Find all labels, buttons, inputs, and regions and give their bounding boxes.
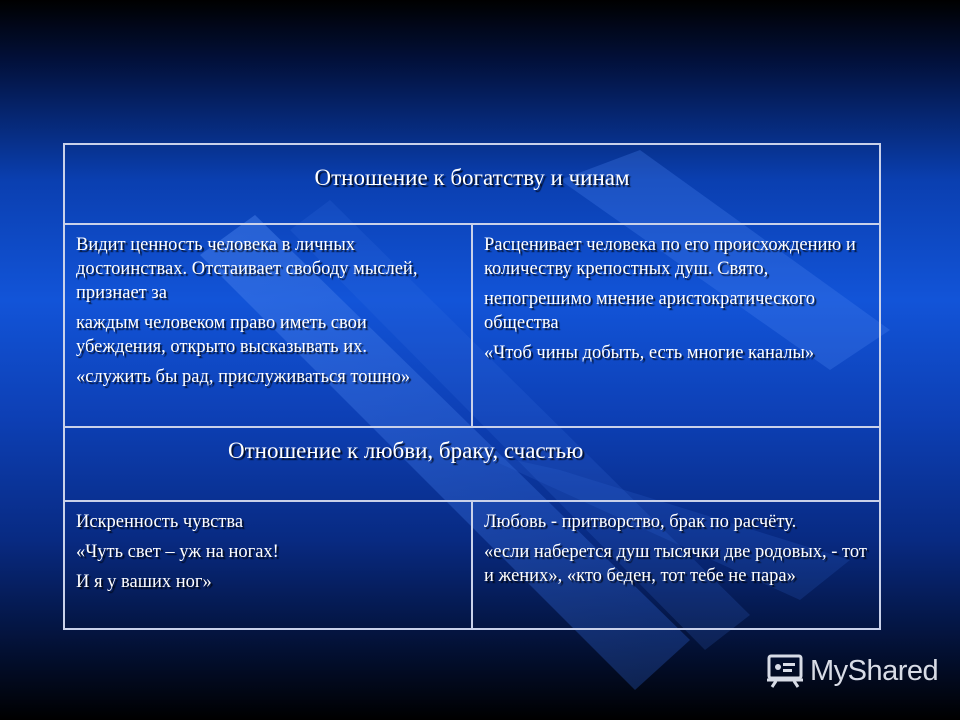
comparison-table — [63, 143, 881, 630]
section-heading-love — [64, 427, 880, 501]
cell-paragraph: Искренность чувства — [76, 512, 244, 532]
section-heading-wealth — [64, 144, 880, 224]
watermark-text: MyShared — [810, 654, 939, 687]
watermark — [766, 654, 938, 688]
cell-quote: «Чтоб чины добыть, есть многие каналы» — [484, 343, 815, 363]
heading-text: Отношение к любви, браку, счастью — [228, 438, 584, 463]
table-row — [64, 224, 880, 427]
cell-paragraph: Любовь - притворство, брак по расчёту. — [484, 512, 797, 532]
classroom-board-icon — [766, 654, 804, 688]
table-row — [64, 427, 880, 501]
cell-paragraph: каждым человеком право иметь свои убеждения, открыто высказывать их. — [76, 313, 368, 357]
cell-quote: И я у ваших ног» — [76, 572, 212, 592]
cell-love-right — [472, 501, 880, 629]
table-row — [64, 501, 880, 629]
cell-paragraph: Видит ценность человека в личных достоинствах. Отстаивает свободу мыслей, признает за — [76, 235, 418, 303]
cell-wealth-right — [472, 224, 880, 427]
cell-wealth-left — [64, 224, 472, 427]
heading-text: Отношение к богатству и чинам — [314, 165, 630, 190]
cell-quote: «если наберется душ тысячки две родовых, - тот и жених», «кто беден, тот тебе не пара» — [484, 542, 867, 586]
cell-quote: «служить бы рад, прислуживаться тошно» — [76, 367, 411, 387]
cell-quote: «Чуть свет – уж на ногах! — [76, 542, 279, 562]
cell-paragraph: Расценивает человека по его происхождению и количеству крепостных душ. Свято, — [484, 235, 856, 279]
cell-paragraph: непогрешимо мнение аристократического общества — [484, 289, 815, 333]
table-row — [64, 144, 880, 224]
cell-love-left — [64, 501, 472, 629]
